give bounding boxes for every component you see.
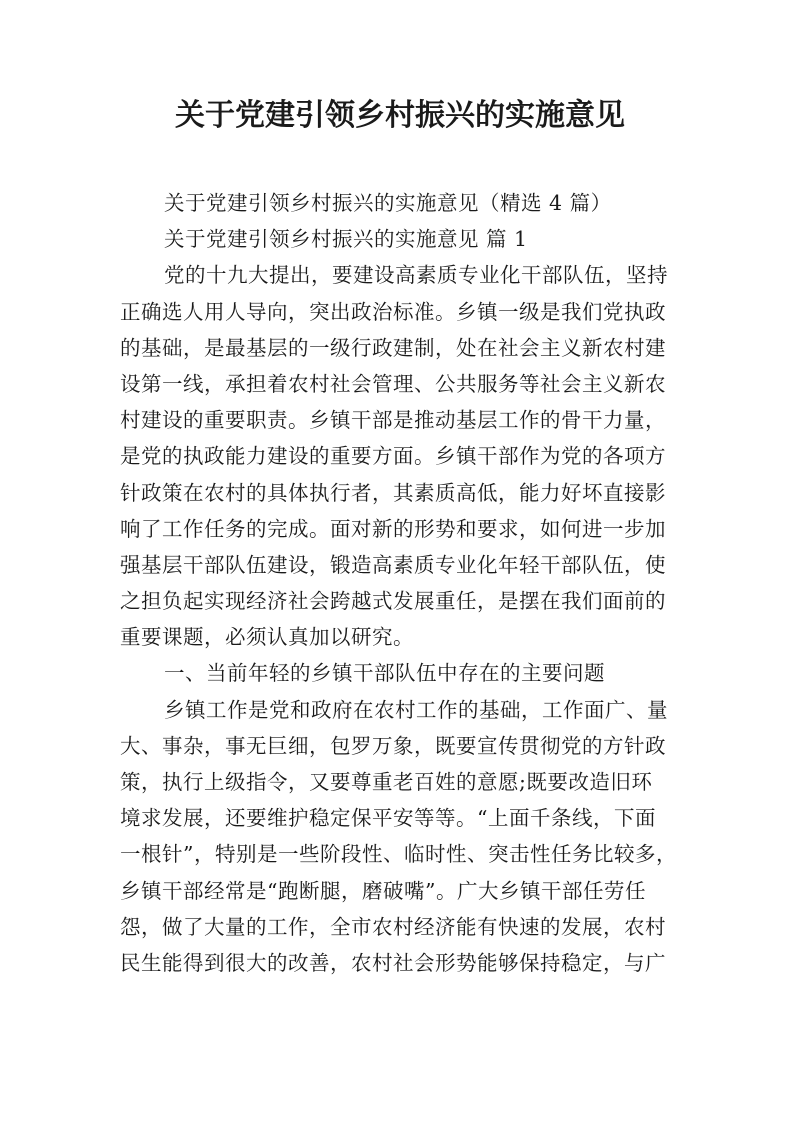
- text-line: 村建设的重要职责。乡镇干部是推动基层工作的骨干力量，: [120, 408, 666, 433]
- text-line: 重要课题，必须认真加以研究。: [120, 625, 414, 650]
- text-line: 境求发展，还要维护稳定保平安等等。“上面千条线，下面: [120, 806, 656, 831]
- text-line: 关于党建引领乡村振兴的实施意见 篇 1: [164, 227, 528, 252]
- text-line: 针政策在农村的具体执行者，其素质高低，能力好坏直接影: [120, 480, 666, 505]
- text-line: 党的十九大提出，要建设高素质专业化干部队伍，坚持: [164, 263, 668, 288]
- text-line: 的基础，是最基层的一级行政建制，处在社会主义新农村建: [120, 335, 666, 360]
- text-line: 强基层干部队伍建设，锻造高素质专业化年轻干部队伍，使: [120, 552, 666, 577]
- text-line: 怨，做了大量的工作，全市农村经济能有快速的发展，农村: [120, 914, 666, 939]
- text-line: 一根针”，特别是一些阶段性、临时性、突击性任务比较多，: [120, 842, 677, 867]
- text-line: 设第一线，承担着农村社会管理、公共服务等社会主义新农: [120, 371, 666, 396]
- text-line: 响了工作任务的完成。面对新的形势和要求，如何进一步加: [120, 516, 666, 541]
- text-line: 关于党建引领乡村振兴的实施意见（精选 4 篇）: [164, 191, 612, 215]
- text-line: 乡镇工作是党和政府在农村工作的基础，工作面广、量: [164, 697, 668, 722]
- text-line: 正确选人用人导向，突出政治标准。乡镇一级是我们党执政: [120, 299, 666, 324]
- document-body: [120, 185, 684, 981]
- text-line: 民生能得到很大的改善，农村社会形势能够保持稳定，与广: [120, 950, 666, 975]
- text-line: 一、当前年轻的乡镇干部队伍中存在的主要问题: [164, 661, 605, 686]
- text-line: 策，执行上级指令，又要尊重老百姓的意愿;既要改造旧环: [120, 770, 653, 794]
- text-line: 乡镇干部经常是“跑断腿，磨破嘴”。广大乡镇干部任劳任: [120, 878, 646, 903]
- text-line: 是党的执政能力建设的重要方面。乡镇干部作为党的各项方: [120, 444, 666, 469]
- text-line: 之担负起实现经济社会跨越式发展重任，是摆在我们面前的: [120, 589, 666, 614]
- page-title: 关于党建引领乡村振兴的实施意见: [175, 98, 625, 133]
- text-line: 大、事杂，事无巨细，包罗万象，既要宣传贯彻党的方针政: [120, 733, 666, 758]
